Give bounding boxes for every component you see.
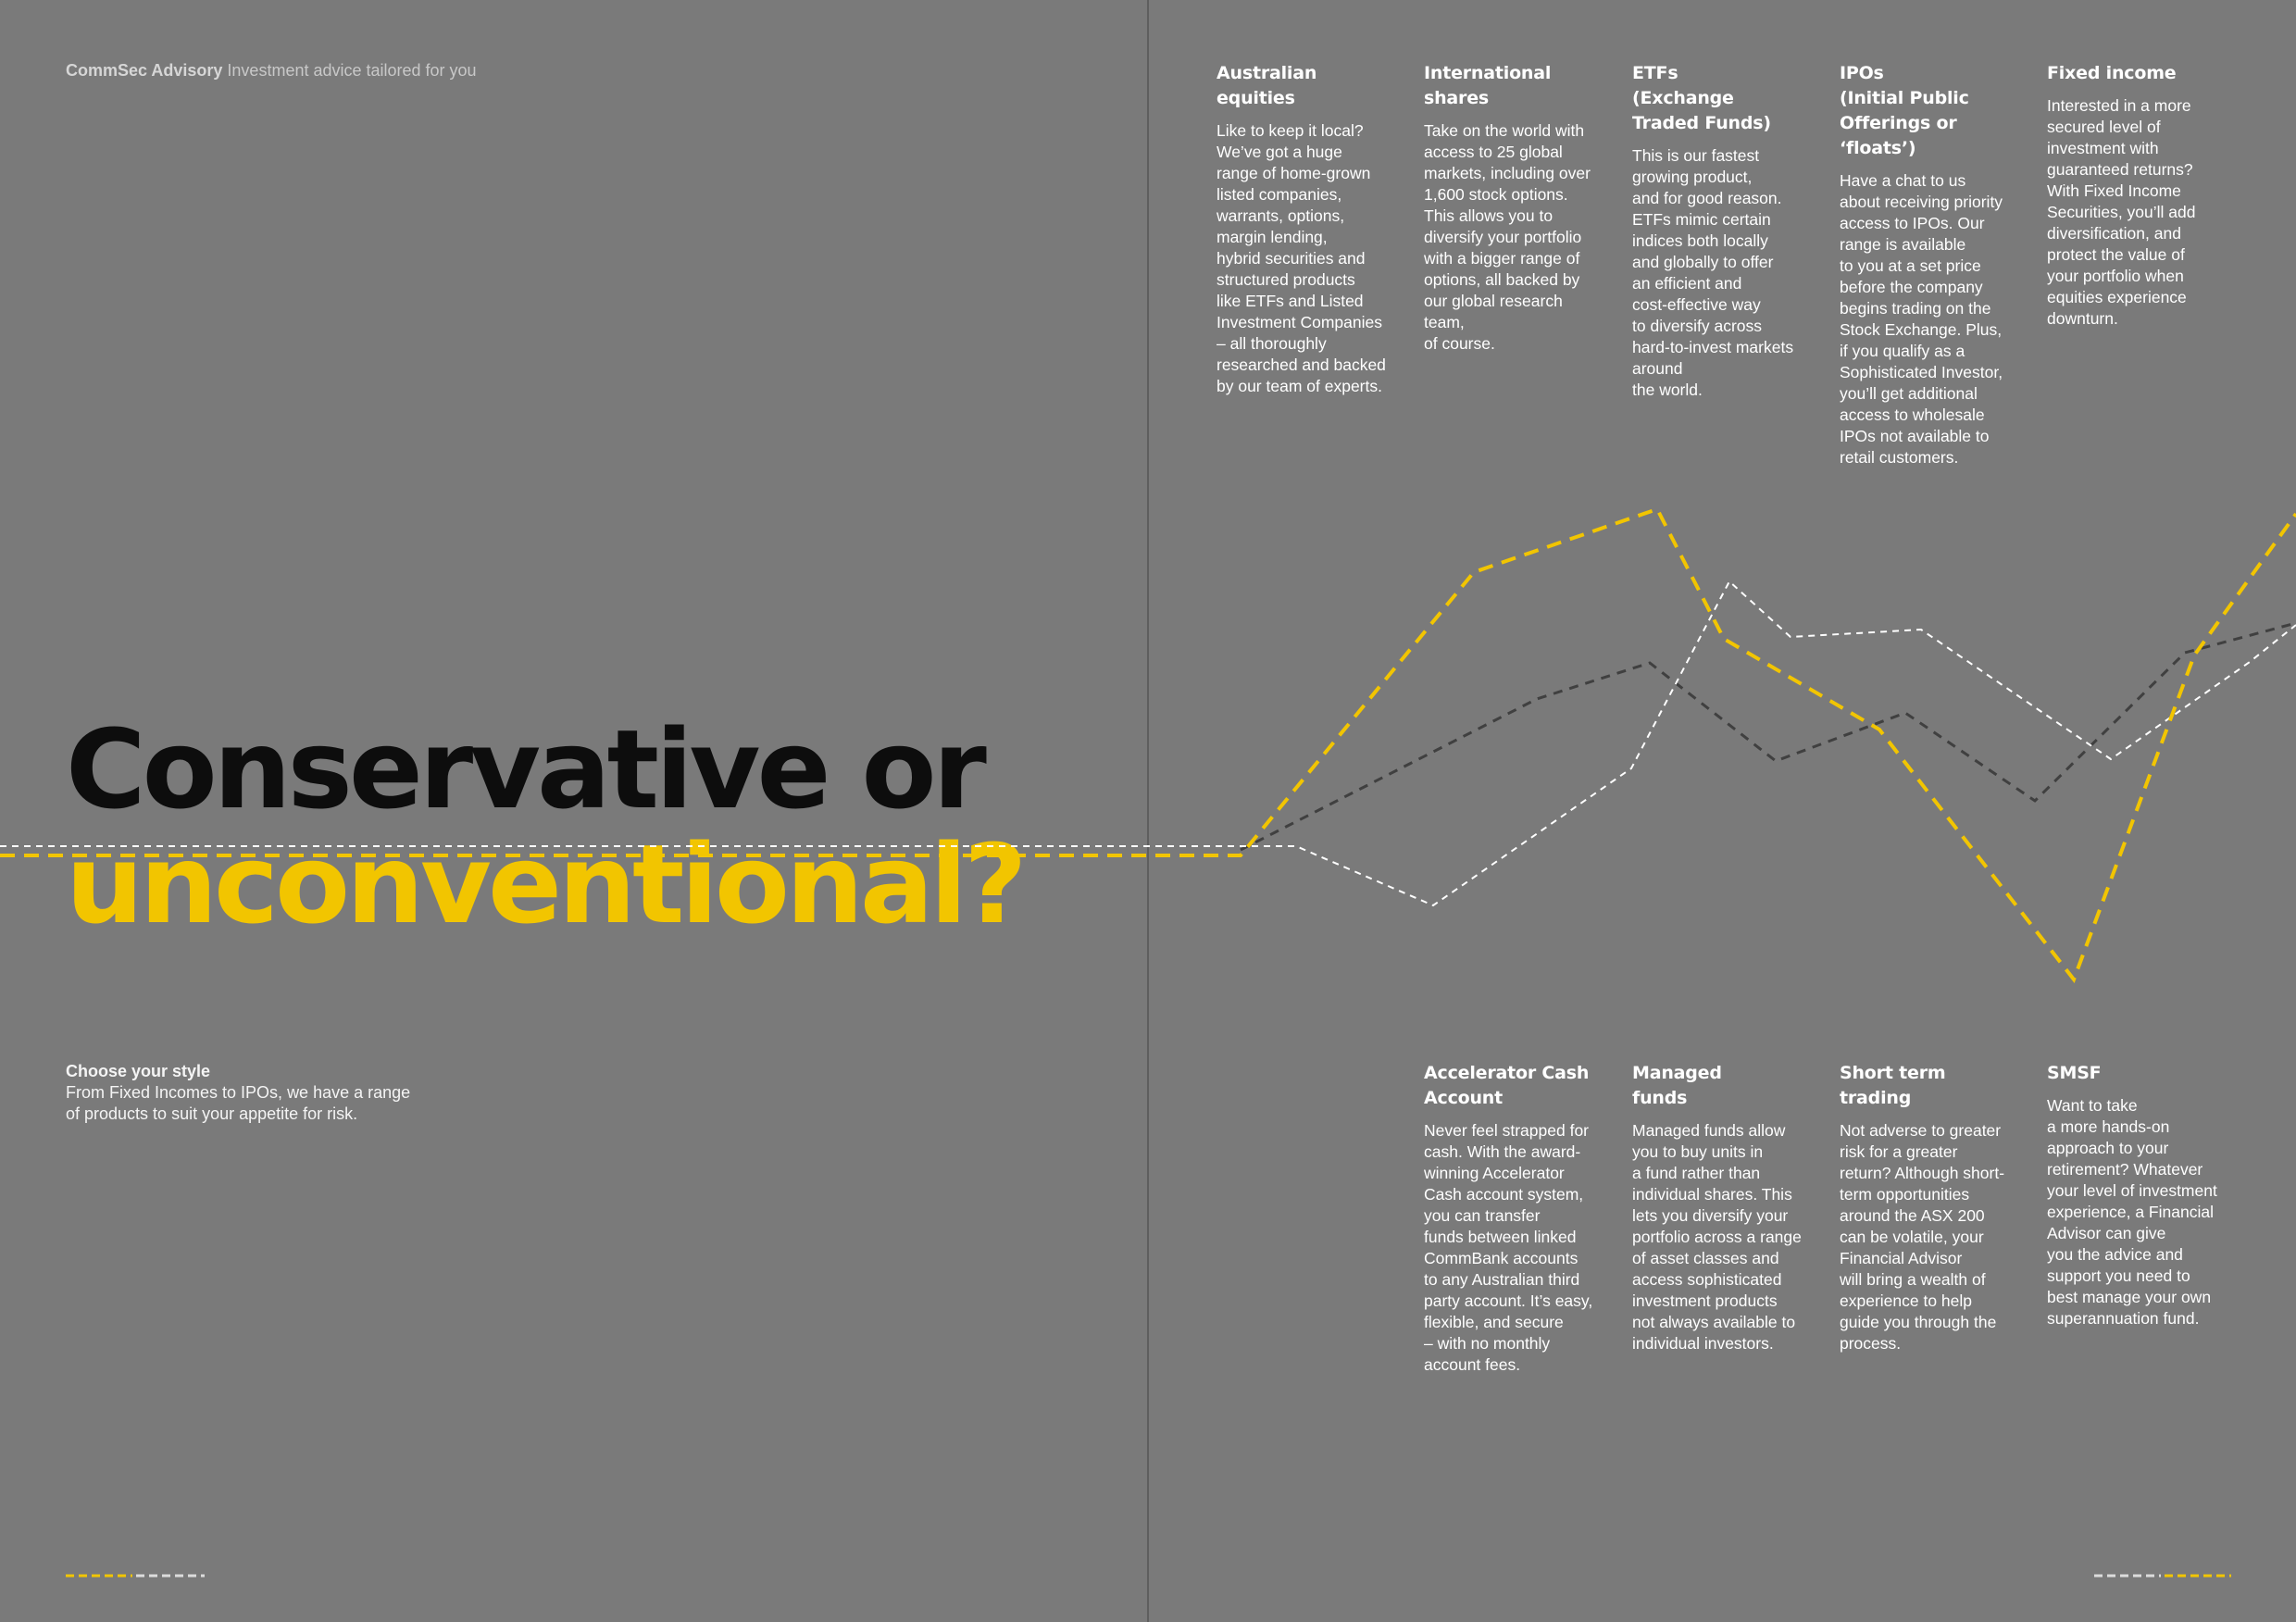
intro-body: From Fixed Incomes to IPOs, we have a range of products to suit your appetite for risk. [66,1083,411,1123]
product-title: ETFs (Exchange Traded Funds) [1632,63,1771,133]
product-title: Short term trading [1840,1063,1946,1108]
product-international-shares [1424,61,1605,355]
product-description: Interested in a more secured level of investment with guaranteed returns? With Fixed Income Securities, you’ll add diversification, and protect the value of your portfolio when equities experience downturn. [2047,96,2196,328]
product-australian-equities [1217,61,1398,397]
left-page [0,0,1147,1622]
left-footer-dash [66,1574,205,1578]
right-footer-dash [2094,1574,2231,1578]
product-title: International shares [1424,63,1552,108]
product-description: Take on the world with access to 25 global markets, including over 1,600 stock options. This allows you to diversify your portfolio with a bigger range of options, all backed by our global research team, of course. [1424,121,1591,353]
product-title: Australian equities [1217,63,1317,108]
intro-title: Choose your style [66,1062,211,1080]
product-description: Never feel strapped for cash. With the award- winning Accelerator Cash account system, you can transfer funds between linked CommBank accounts to any Australian third party account. It’s easy, flexible, and secure – with no monthly account fees. [1424,1121,1593,1374]
product-ipos [1840,61,2025,468]
product-title: IPOs (Initial Public Offerings or ‘floats’) [1840,63,1969,158]
product-fixed-income [2047,61,2228,330]
product-managed-funds [1632,1061,1814,1354]
product-description: Managed funds allow you to buy units in a fund rather than individual shares. This lets you diversify your portfolio across a range of asset classes and access sophisticated investment products not always available to individual investors. [1632,1121,1802,1353]
headline-line-unconventional: unconventional? [66,819,1024,948]
headline-line-conservative: Conservative or [66,705,983,833]
product-short-term-trading [1840,1061,2021,1354]
product-description: Like to keep it local? We’ve got a huge range of home-grown listed companies, warrants, options, margin lending, hybrid securities and structured products like ETFs and Listed Investment Companies – all thoroughly researched and backed by our team of experts. [1217,121,1386,395]
page-headline [66,705,1024,948]
running-header [66,61,477,81]
product-description: Want to take a more hands-on approach to your retirement? Whatever your level of investment experience, a Financial Advisor can give you the advice and support you need to best manage your own superannuation fund. [2047,1096,2217,1328]
product-smsf [2047,1061,2228,1329]
product-description: Not adverse to greater risk for a greater return? Although short- term opportunities around the ASX 200 can be volatile, your Financial Advisor will bring a wealth of experience to help guide you through the process. [1840,1121,2005,1353]
product-description: Have a chat to us about receiving priority access to IPOs. Our range is available to you at a set price before the company begins trading on the Stock Exchange. Plus, if you qualify as a Sophisticated Investor, you’ll get additional access to wholesale IPOs not available to retail customers. [1840,171,2003,467]
product-description: This is our fastest growing product, and for good reason. ETFs mimic certain indices both locally and globally to offer an efficient and cost-effective way to diversify across hard-to-invest markets around the world. [1632,146,1794,399]
product-accelerator-cash-account [1424,1061,1605,1376]
product-title: SMSF [2047,1063,2102,1083]
intro-block [66,1061,464,1125]
product-title: Accelerator Cash Account [1424,1063,1590,1108]
header-brand: CommSec Advisory [66,61,223,80]
decorative-dark-line [1241,623,2296,850]
product-title: Managed funds [1632,1063,1722,1108]
product-title: Fixed income [2047,63,2177,83]
header-tagline: Investment advice tailored for you [227,61,477,80]
page-spine [1147,0,1149,1622]
product-etfs [1632,61,1814,401]
